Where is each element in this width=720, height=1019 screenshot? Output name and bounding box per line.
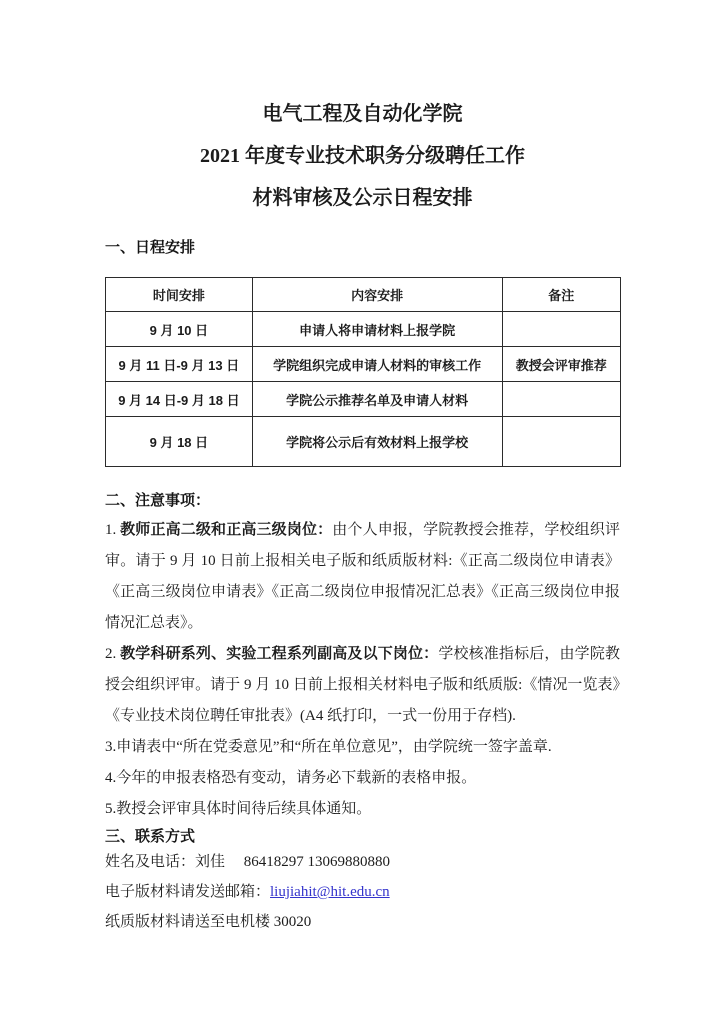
contact-phone-value: 刘佳 86418297 13069880880: [195, 854, 391, 870]
table-header-time: 时间安排: [106, 278, 253, 312]
table-cell: 学院公示推荐名单及申请人材料: [252, 382, 502, 417]
note-item-text: 4.今年的申报表格恐有变动，请务必下载新的表格申报。: [105, 770, 477, 786]
note-item-lead: 教师正高二级和正高三级岗位：: [120, 522, 333, 538]
note-item: [105, 515, 620, 639]
title-line-1: 电气工程及自动化学院: [262, 103, 463, 125]
note-item: [105, 639, 620, 732]
table-cell: 9 月 10 日: [106, 312, 253, 347]
contact-paper-line: 纸质版材料请送至电机楼 30020: [105, 914, 312, 930]
table-cell: 学院将公示后有效材料上报学校: [252, 417, 502, 467]
note-item-text: 5.教授会评审具体时间待后续具体通知。: [105, 801, 372, 817]
contact-phone-label: 姓名及电话：: [105, 854, 196, 870]
note-item: [105, 763, 620, 794]
table-cell: 9 月 18 日: [106, 417, 253, 467]
note-item: [105, 732, 620, 763]
note-item-text: 3.申请表中“所在党委意见”和“所在单位意见”，由学院统一签字盖章.: [105, 739, 552, 755]
table-header-remark: 备注: [502, 278, 620, 312]
section-heading-contact: 三、联系方式: [105, 828, 196, 845]
note-item-text: 由个人申报，学院教授会推荐，学校组织评审。请于 9 月 10 日前上报相关电子版和纸质版材料:《正高二级岗位申请表》《正高三级岗位申请表》《正高二级岗位申报情况汇总表》《正高三级岗位申报情况汇总表》。: [105, 522, 620, 631]
note-item-lead: 教学科研系列、实验工程系列副高及以下岗位：: [120, 646, 439, 662]
title-line-3: 材料审核及公示日程安排: [252, 187, 473, 209]
title-line-2: 2021 年度专业技术职务分级聘任工作: [200, 145, 525, 167]
table-cell: 学院组织完成申请人材料的审核工作: [252, 347, 502, 382]
note-item-number: 1.: [105, 522, 121, 538]
table-row: [106, 347, 621, 382]
note-item-number: 2.: [105, 646, 121, 662]
table-cell: 9 月 14 日-9 月 18 日: [106, 382, 253, 417]
notes-list: [105, 515, 620, 825]
table-cell: 申请人将申请材料上报学院: [252, 312, 502, 347]
table-header-row: [106, 278, 621, 312]
contact-email-label: 电子版材料请发送邮箱：: [105, 884, 271, 900]
note-item-text: 学校核准指标后，由学院教授会组织评审。请于 9 月 10 日前上报相关材料电子版和纸质版:《情况一览表》《专业技术岗位聘任审批表》(A4 纸打印，一式一份用于存档).: [105, 646, 620, 724]
email-link[interactable]: liujiahit@hit.edu.cn: [270, 884, 390, 900]
note-item: [105, 794, 620, 825]
section-heading-schedule: 一、日程安排: [105, 239, 196, 256]
table-cell: [502, 312, 620, 347]
table-cell: [502, 382, 620, 417]
table-cell: 教授会评审推荐: [502, 347, 620, 382]
schedule-table: [105, 277, 621, 467]
table-row: [106, 382, 621, 417]
section-heading-notes: 二、注意事项：: [105, 492, 211, 509]
table-cell: 9 月 11 日-9 月 13 日: [106, 347, 253, 382]
contact-email-line: [105, 877, 620, 907]
table-header-content: 内容安排: [252, 278, 502, 312]
table-row: [106, 417, 621, 467]
table-cell: [502, 417, 620, 467]
schedule-table-body: [106, 312, 621, 467]
table-row: [106, 312, 621, 347]
contact-phone-line: [105, 847, 620, 877]
document-title: [105, 102, 620, 210]
